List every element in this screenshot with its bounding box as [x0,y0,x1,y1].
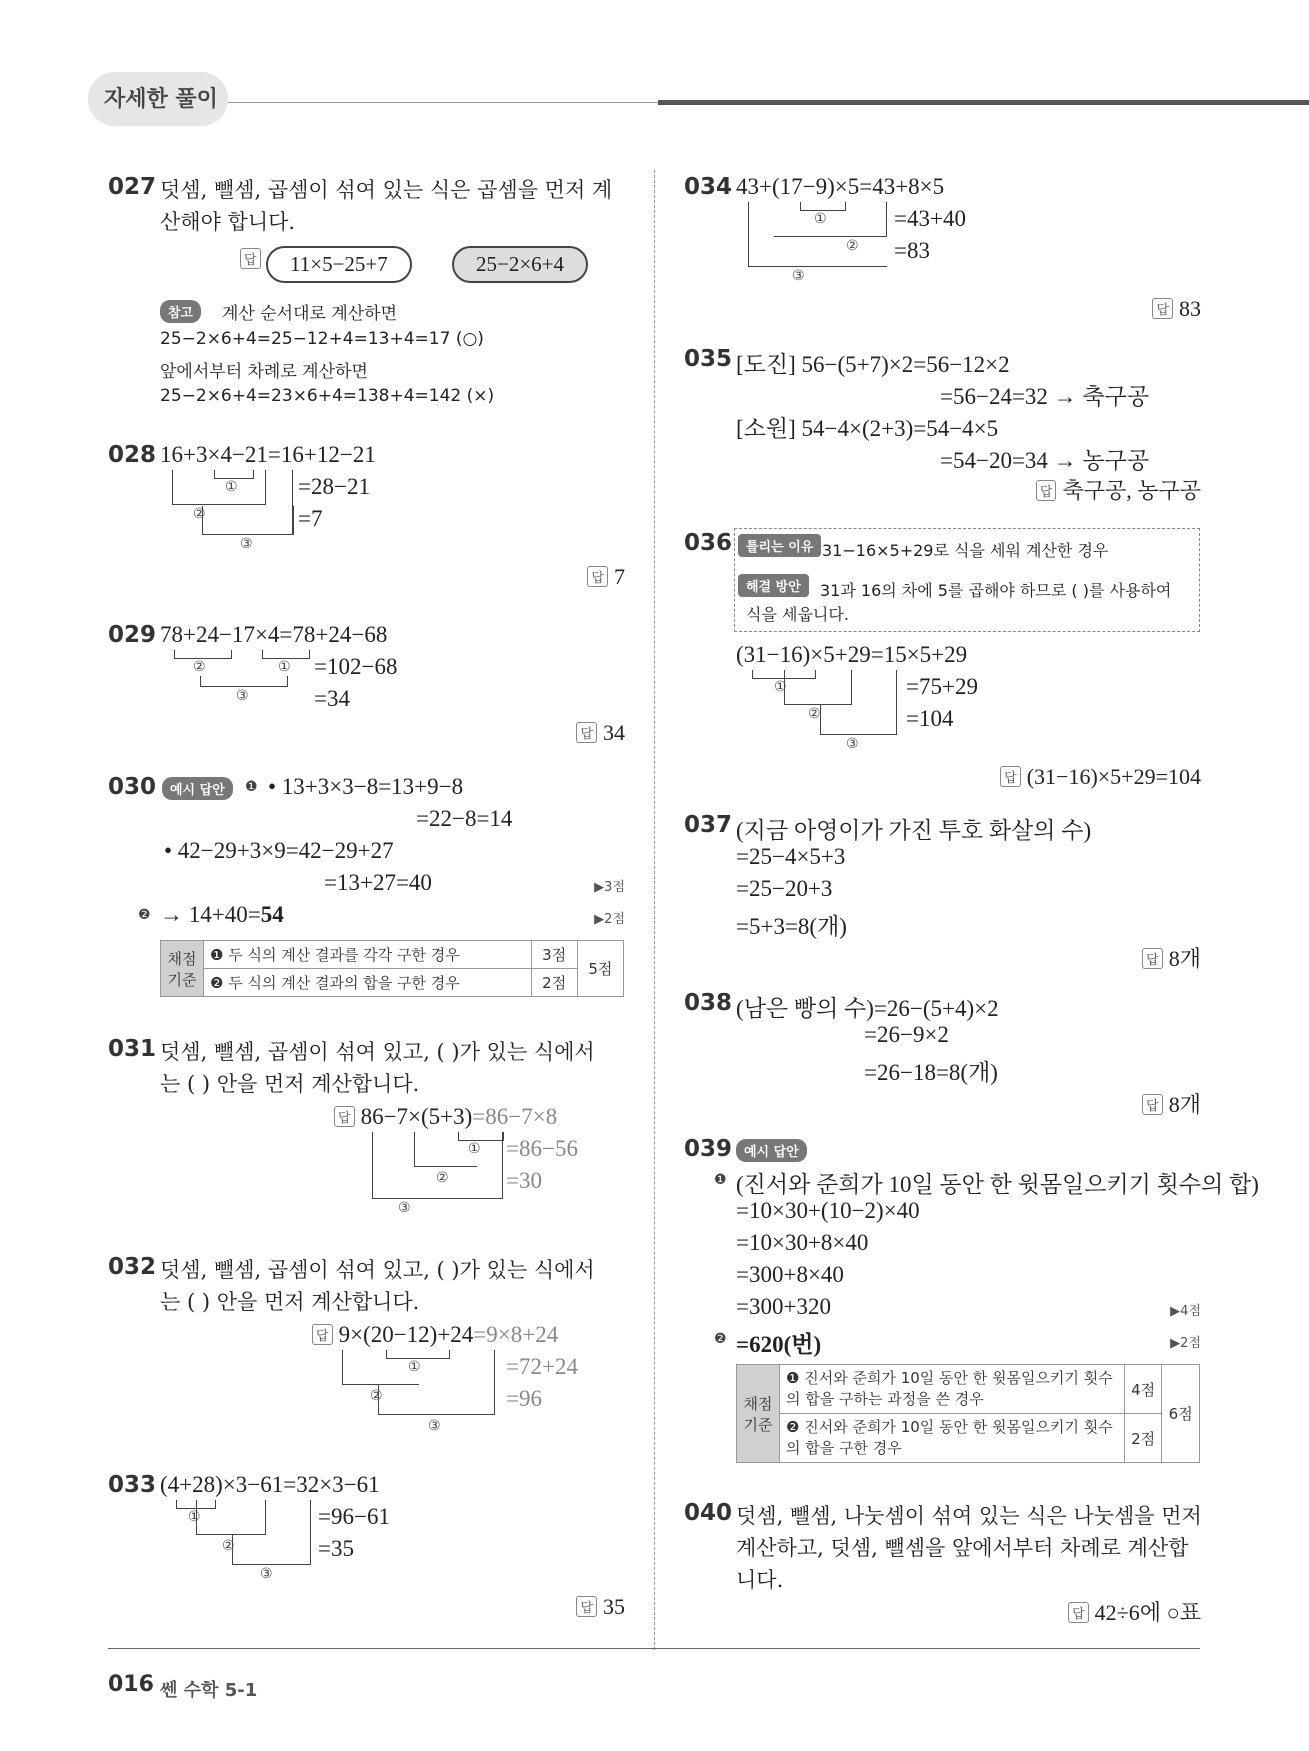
scoring-row-line: 의 합을 구한 경우 [786,1439,902,1457]
order-bracket [200,676,288,687]
book-title: 쎈 수학 5-1 [160,1680,258,1701]
math-line: [소원] 54−4×(2+3)=54−4×5 [736,416,999,441]
header-title: 자세한 풀이 [104,87,218,112]
math-text: =9×8+24 [473,1322,559,1347]
answer-value: 35 [603,1594,625,1619]
math-line: 43+(17−9)×5=43+8×5 [736,174,945,199]
order-marker: ① [188,1509,201,1525]
math-line: =34 [314,686,350,711]
answer-value: (31−16)×5+29=104 [1026,764,1201,789]
math-text: =86−7×8 [472,1104,558,1129]
order-marker: ③ [398,1200,411,1216]
problem-number: 037 [684,812,733,838]
problem-number: 038 [684,990,733,1016]
math-line: =104 [906,706,954,731]
scoring-header: 채점 기준 [737,1365,780,1463]
answer [587,564,625,590]
math-text: 9×(20−12)+24 [338,1322,474,1347]
math-line: =10×30+(10−2)×40 [736,1198,920,1223]
math-line: =26−18=8(개) [864,1060,998,1085]
order-bracket [172,470,266,505]
header-rule-thin [228,102,658,103]
points: ▶2점 [1170,1336,1201,1351]
answer-mark: 답 [240,248,261,269]
wrong-reason-label: 틀리는 이유 [738,534,821,557]
order-marker: ① [278,659,291,675]
math-line: =10×30+8×40 [736,1230,869,1255]
text-line: 덧셈, 뺄셈, 곱셈이 섞여 있고, ( )가 있는 식에서 [160,1040,595,1064]
step-marker: ❶ [245,779,258,795]
order-bracket [202,506,294,535]
example-answer-badge: 예시 답안 [162,777,233,800]
order-marker: ① [468,1141,481,1157]
answer [1142,942,1201,973]
answer-mark: 답 [334,1106,355,1127]
math-line: =28−21 [298,474,370,499]
order-marker: ② [808,706,821,722]
example-answer-badge: 예시 답안 [736,1139,807,1162]
order-marker: ③ [792,268,805,284]
order-marker: ② [193,659,206,675]
order-marker: ② [436,1170,449,1186]
order-marker: ① [225,479,238,495]
math-line [334,1104,557,1130]
answer-value: 8개 [1168,1092,1201,1117]
scoring-row [780,1414,1125,1463]
problem-number: 035 [684,346,733,372]
text-line: 는 ( ) 안을 먼저 계산합니다. [160,1290,420,1314]
math-line: =75+29 [906,674,978,699]
note-line: 계산 순서대로 계산하면 [222,304,398,324]
scoring-row: ❷ 두 식의 계산 결과의 합을 구한 경우 [204,969,532,997]
math-line: 78+24−17×4=78+24−68 [160,622,388,647]
order-bracket [232,1500,311,1565]
scoring-points: 2점 [531,969,577,997]
math-line: =13+27=40 [324,870,432,895]
order-marker: ① [814,211,827,227]
math-line: =7 [298,506,323,531]
math-line: =102−68 [314,654,398,679]
step-marker: ❷ [138,907,151,923]
math-line [160,902,284,928]
order-bracket [820,670,897,735]
math-line: =25−20+3 [736,876,833,901]
math-line: =96−61 [318,1504,390,1529]
math-line: =26−9×2 [864,1022,949,1047]
math-line: • 13+3×3−8=13+9−8 [268,774,464,799]
answer-mark: 답 [576,722,597,743]
answer-value: 축구공, 농구공 [1062,478,1201,503]
math-line: =54−20=34 → 농구공 [940,448,1150,473]
answer [1142,1088,1201,1119]
fix-text: 31과 16의 차에 5를 곱해야 하므로 ( )를 사용하여 [820,581,1172,600]
note-line: 25−2×6+4=25−12+4=13+4=17 (○) [160,329,484,349]
math-line: =25−4×5+3 [736,844,846,869]
math-line: =56−24=32 → 축구공 [940,384,1150,409]
step-marker: ❷ [714,1331,727,1347]
fix-label: 해결 방안 [738,574,809,597]
math-line: =5+3=8(개) [736,914,847,939]
problem-number: 028 [108,442,157,468]
answer [1000,764,1201,790]
math-line: (4+28)×3−61=32×3−61 [160,1472,380,1497]
math-line: (31−16)×5+29=15×5+29 [736,642,968,667]
answer-mark: 답 [1000,766,1021,787]
math-line: =83 [894,238,930,263]
scoring-table [736,1364,1200,1463]
problem-number: 032 [108,1254,157,1280]
scoring-total: 6점 [1162,1365,1200,1463]
math-line: 16+3×4−21=16+12−21 [160,442,376,467]
problem-number: 031 [108,1036,157,1062]
points: ▶2점 [594,912,625,927]
problem-number: 036 [684,530,733,556]
math-line: =35 [318,1536,354,1561]
points: ▶4점 [1170,1304,1201,1319]
page-number: 016 [108,1672,154,1697]
answer-pill-selected: 25−2×6+4 [452,246,588,283]
scoring-points: 3점 [531,941,577,969]
order-marker: ① [774,679,787,695]
problem-number: 039 [684,1136,733,1162]
answer-mark: 답 [1142,948,1163,969]
text-line: 덧셈, 뺄셈, 나눗셈이 섞여 있는 식은 나눗셈을 먼저 [736,1504,1202,1528]
text-line: 계산하고, 덧셈, 뺄셈을 앞에서부터 차례로 계산합 [736,1536,1189,1560]
problem-number: 030 [108,774,157,800]
text-line: 산해야 합니다. [160,210,296,234]
answer-value: 42÷6에 ○표 [1094,1600,1201,1625]
problem-number: 034 [684,174,733,200]
wrong-reason-text: 31−16×5+29로 식을 세워 계산한 경우 [822,541,1109,560]
answer-mark: 답 [312,1324,333,1345]
math-line: (남은 빵의 수)=26−(5+4)×2 [736,996,999,1021]
scoring-points: 4점 [1124,1365,1162,1414]
order-marker: ② [222,1538,235,1554]
scoring-total: 5점 [577,941,623,997]
order-bracket [342,1350,419,1385]
step-marker: ❶ [714,1172,727,1188]
math-line: =86−56 [506,1136,578,1161]
answer-mark: 답 [1142,1094,1163,1115]
order-bracket [174,650,232,659]
answer-value: 83 [1179,296,1201,321]
column-divider [654,170,655,1650]
answer-mark: 답 [1036,480,1057,501]
order-bracket [378,1384,495,1415]
scoring-header: 채점 기준 [161,941,204,997]
scoring-row: ❶ 두 식의 계산 결과를 각각 구한 경우 [204,941,532,969]
math-line: (진서와 준희가 10일 동안 한 윗몸일으키기 횟수의 합) [736,1172,1259,1197]
scoring-row-line: 의 합을 구하는 과정을 쓴 경우 [786,1390,984,1408]
order-marker: ② [370,1388,383,1404]
note-badge: 참고 [160,300,201,323]
fix-text: 식을 세웁니다. [746,605,849,624]
math-result: 54 [260,902,284,927]
math-line [312,1322,558,1348]
scoring-row-line: ❷ 진서와 준희가 10일 동안 한 윗몸일으키기 횟수 [786,1418,1113,1436]
answer [1068,1596,1201,1627]
problem-number: 040 [684,1500,733,1526]
order-bracket [372,1132,503,1199]
order-marker: ② [193,506,206,522]
order-marker: ③ [428,1418,441,1434]
points: ▶3점 [594,880,625,895]
answer-value: 8개 [1168,946,1201,971]
order-line [820,734,896,735]
math-line: =300+320 [736,1294,831,1319]
order-marker: ③ [240,536,253,552]
order-line [820,704,821,734]
order-marker: ③ [846,736,859,752]
answer [576,1594,625,1620]
header-rule-thick [658,100,1309,105]
math-line: • 42−29+3×9=42−29+27 [164,838,394,863]
answer [1152,296,1201,322]
order-line [232,1564,310,1565]
math-line: (지금 아영이가 가진 투호 화살의 수) [736,818,1092,843]
text-line: 는 ( ) 안을 먼저 계산합니다. [160,1072,420,1096]
answer [1036,474,1201,505]
problem-number: 033 [108,1472,157,1498]
problem-number: 029 [108,622,157,648]
math-line: =30 [506,1168,542,1193]
answer-mark: 답 [576,1596,597,1617]
order-marker: ② [846,238,859,254]
math-line: =22−8=14 [416,806,513,831]
footer-rule [108,1648,1200,1649]
answer [576,720,625,746]
math-text: 86−7×(5+3) [360,1104,473,1129]
note-line: 앞에서부터 차례로 계산하면 [160,362,368,382]
order-bracket [262,650,310,659]
math-line: =620(번) [736,1332,822,1357]
order-line [232,1534,233,1564]
order-marker: ③ [236,688,249,704]
answer-pill: 11×5−25+7 [266,246,412,283]
math-line: =43+40 [894,206,966,231]
answer-mark: 답 [587,566,608,587]
text-line: 니다. [736,1568,784,1592]
text-line: 덧셈, 뺄셈, 곱셈이 섞여 있고, ( )가 있는 식에서 [160,1258,595,1282]
scoring-row-line: ❶ 진서와 준희가 10일 동안 한 윗몸일으키기 횟수 [786,1369,1113,1387]
note-line: 25−2×6+4=23×6+4=138+4=142 (×) [160,386,495,406]
answer-value: 34 [603,720,625,745]
math-line: =72+24 [506,1354,578,1379]
answer-value: 7 [614,564,625,589]
math-text: → 14+40= [160,902,261,927]
text-line: 덧셈, 뺄셈, 곱셈이 섞여 있는 식은 곱셈을 먼저 계 [160,178,613,202]
order-marker: ① [408,1359,421,1375]
order-line [292,470,293,534]
order-bracket [748,202,887,267]
order-marker: ③ [260,1566,273,1582]
order-line [748,266,886,267]
scoring-row [780,1365,1125,1414]
answer-mark: 답 [1152,298,1173,319]
math-line: =300+8×40 [736,1262,844,1287]
math-line: [도진] 56−(5+7)×2=56−12×2 [736,352,1010,377]
scoring-table [160,940,624,997]
answer-mark: 답 [1068,1602,1089,1623]
scoring-points: 2점 [1124,1414,1162,1463]
problem-number: 027 [108,174,157,200]
math-line: =96 [506,1386,542,1411]
